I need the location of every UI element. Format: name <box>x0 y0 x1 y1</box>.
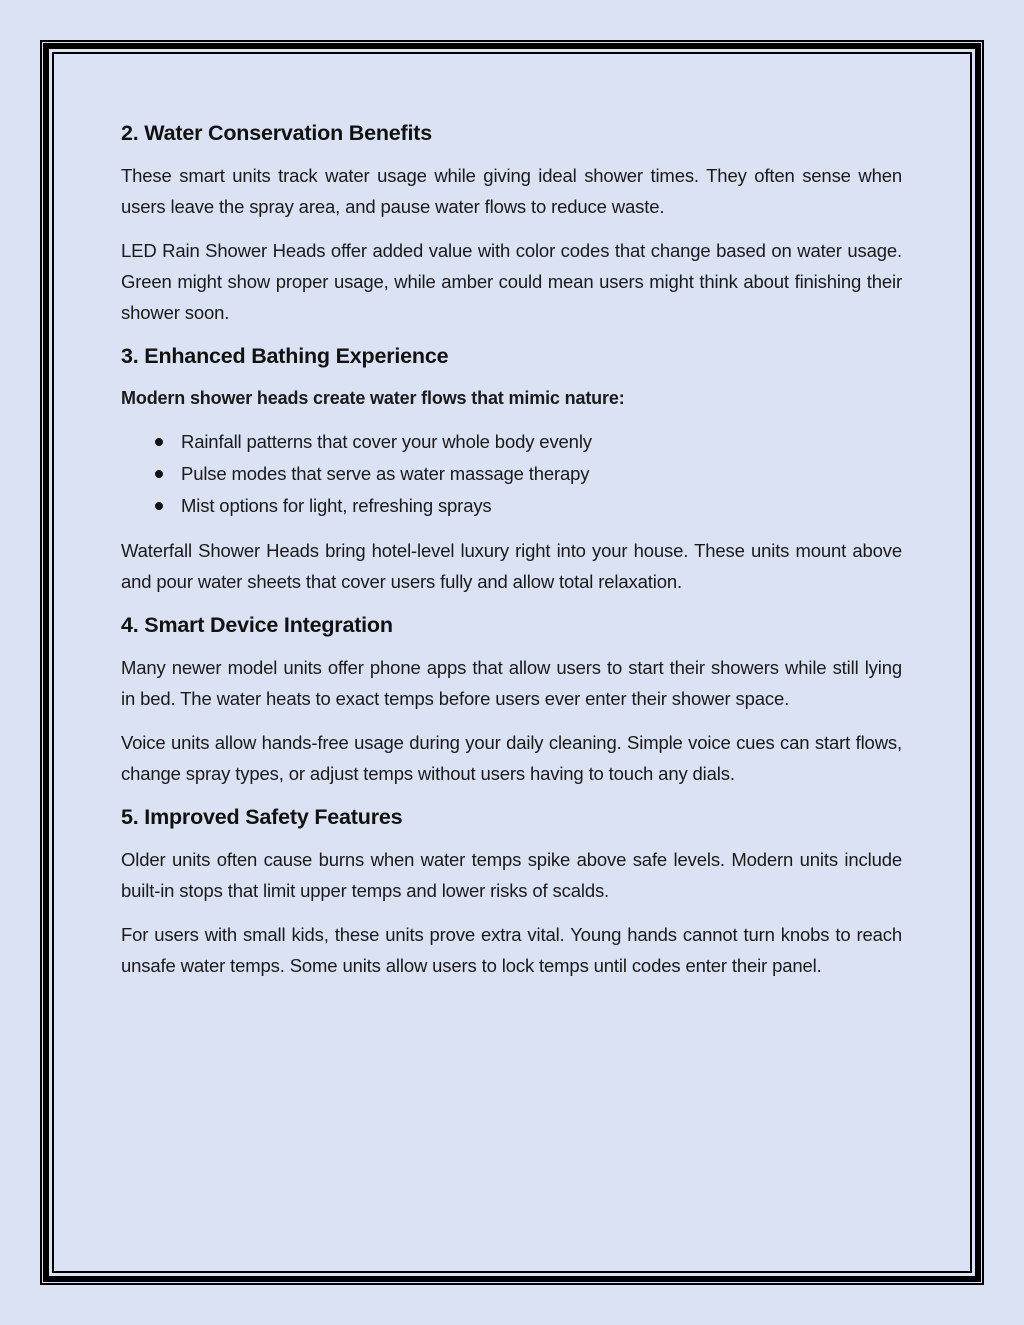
bullet-dot-icon <box>155 470 163 478</box>
list-item-text: Mist options for light, refreshing sprays <box>181 495 492 516</box>
bullet-list <box>121 426 902 522</box>
section-heading: 5. Improved Safety Features <box>121 805 403 829</box>
section-bathing-experience <box>121 341 902 597</box>
list-item <box>181 458 902 490</box>
list-item <box>181 490 902 522</box>
paragraph: For users with small kids, these units prove extra vital. Young hands cannot turn knobs to reach unsafe water temps. Some units allow users to lock temps until codes enter their panel. <box>121 924 902 976</box>
section-water-conservation <box>121 118 902 328</box>
list-item <box>181 426 902 458</box>
list-item-text: Rainfall patterns that cover your whole body evenly <box>181 431 592 452</box>
bullet-dot-icon <box>155 438 163 446</box>
paragraph: These smart units track water usage while giving ideal shower times. They often sense when users leave the spray area, and pause water flows to reduce waste. <box>121 165 902 217</box>
section-smart-device <box>121 610 902 789</box>
bold-lead-text: Modern shower heads create water flows that mimic nature: <box>121 388 625 408</box>
paragraph: Waterfall Shower Heads bring hotel-level luxury right into your house. These units mount above and pour water sheets that cover users fully and allow total relaxation. <box>121 540 902 592</box>
list-item-text: Pulse modes that serve as water massage therapy <box>181 463 590 484</box>
section-heading: 2. Water Conservation Benefits <box>121 121 432 145</box>
paragraph: Voice units allow hands-free usage during your daily cleaning. Simple voice cues can start flows, change spray types, or adjust temps without users having to touch any dials. <box>121 732 902 784</box>
section-safety-features <box>121 802 902 981</box>
section-heading: 3. Enhanced Bathing Experience <box>121 344 449 368</box>
section-heading: 4. Smart Device Integration <box>121 613 393 637</box>
paragraph: Older units often cause burns when water temps spike above safe levels. Modern units include built-in stops that limit upper temps and lower risks of scalds. <box>121 849 902 901</box>
paragraph: LED Rain Shower Heads offer added value with color codes that change based on water usage. Green might show proper usage, while amber could mean users might think about finishing their shower soon. <box>121 240 902 323</box>
bullet-dot-icon <box>155 502 163 510</box>
document-body <box>121 118 902 994</box>
paragraph: Many newer model units offer phone apps that allow users to start their showers while still lying in bed. The water heats to exact temps before users ever enter their shower space. <box>121 657 902 709</box>
